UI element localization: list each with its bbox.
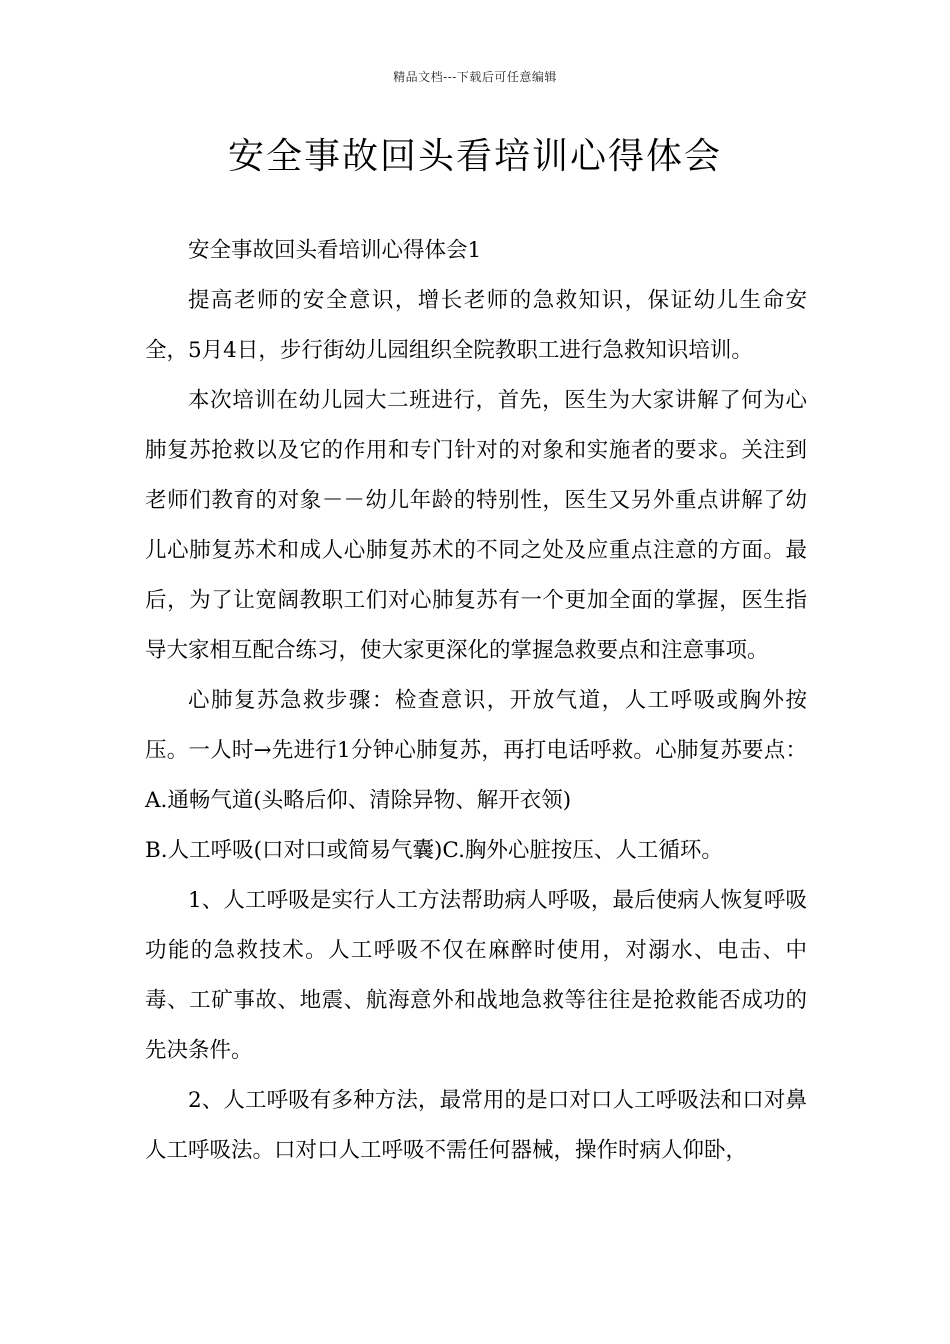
document-body: [145, 226, 807, 1176]
paragraph-subtitle: 安全事故回头看培训心得体会1: [188, 238, 482, 263]
paragraph: 提高老师的安全意识，增长老师的急救知识，保证幼儿生命安全，5月4日，步行街幼儿园组织全院教职工进行急救知识培训。: [145, 288, 807, 363]
page-header-note: 精品文档---下载后可任意编辑: [393, 70, 557, 84]
paragraph: 2、人工呼吸有多种方法，最常用的是口对口人工呼吸法和口对鼻人工呼吸法。口对口人工呼吸不需任何器械，操作时病人仰卧，: [145, 1088, 807, 1163]
document-title: 安全事故回头看培训心得体会: [227, 136, 722, 177]
paragraph: 1、人工呼吸是实行人工方法帮助病人呼吸，最后使病人恢复呼吸功能的急救技术。人工呼吸不仅在麻醉时使用，对溺水、电击、中毒、工矿事故、地震、航海意外和战地急救等往往是抢救能否成功的先决条件。: [145, 888, 807, 1063]
paragraph: 心肺复苏急救步骤：检查意识，开放气道，人工呼吸或胸外按压。一人时→先进行1分钟心肺复苏，再打电话呼救。心肺复苏要点：A.通畅气道(头略后仰、清除异物、解开衣领): [145, 688, 807, 813]
paragraph: B.人工呼吸(口对口或简易气囊)C.胸外心脏按压、人工循环。: [145, 838, 723, 863]
paragraph: 本次培训在幼儿园大二班进行，首先，医生为大家讲解了何为心肺复苏抢救以及它的作用和专门针对的对象和实施者的要求。关注到老师们教育的对象－－幼儿年龄的特别性，医生又另外重点讲解了幼儿心肺复苏术和成人心肺复苏术的不同之处及应重点注意的方面。最后，为了让宽阔教职工们对心肺复苏有一个更加全面的掌握，医生指导大家相互配合练习，使大家更深化的掌握急救要点和注意事项。: [145, 388, 807, 663]
